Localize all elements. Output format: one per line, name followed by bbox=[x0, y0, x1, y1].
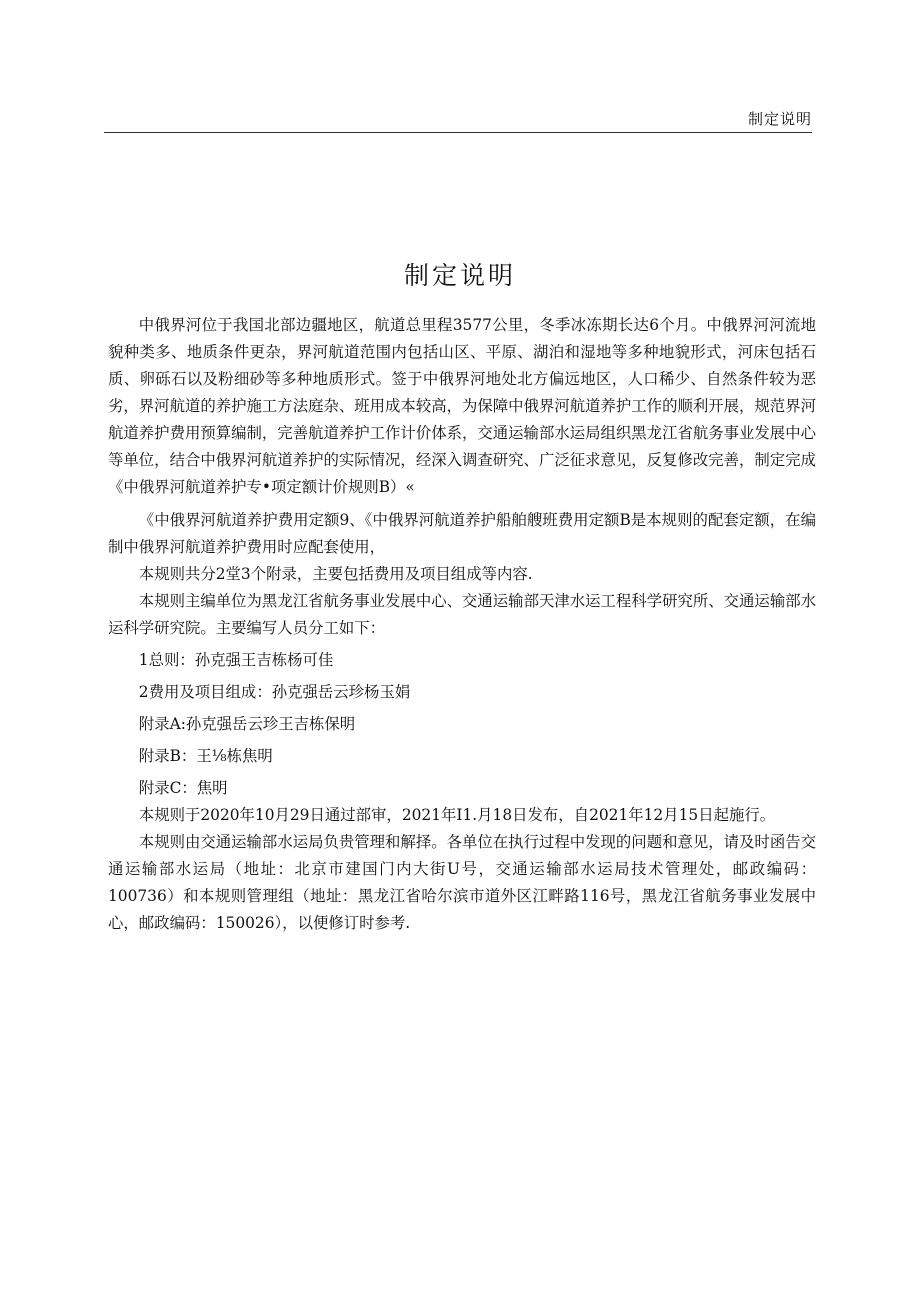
paragraph-appendix-c-authors: 附录C：焦明 bbox=[138, 779, 228, 797]
paragraph-appendix-a-authors: 附录A:孙克强岳云珍王吉栋保明 bbox=[138, 715, 356, 733]
running-header bbox=[104, 104, 812, 133]
paragraph-administration: 本规则由交通运输部水运局负贵管理和解择。各单位在执行过程中发现的问题和意见，请及时函告交通运输部水运局（地址：北京市建国门内大街U号，交通运输部水运局技术管理处，邮政编码：100736）和本规则管理组（地址：黑龙江省哈尔滨市道外区江畔路116号，黑龙江省航务事业发展中心，邮政编码：150026），以便修订时参考. bbox=[108, 833, 816, 932]
document-body bbox=[108, 312, 816, 937]
paragraph-chapter-2-authors: 2费用及项目组成：孙克强岳云珍杨玉娟 bbox=[138, 683, 411, 701]
paragraph-editors-intro: 本规则主编单位为黑龙江省航务事业发展中心、交通运输部天津水运工程科学研究所、交通运输部水运科学研究院。主要编写人员分工如下： bbox=[108, 592, 816, 637]
paragraph-appendix-b-authors: 附录B：王⅛栋焦明 bbox=[138, 747, 273, 765]
paragraph-chapter-1-authors: 1总则：孙克强王吉栋杨可佳 bbox=[138, 651, 334, 669]
paragraph-background: 中俄界河位于我国北部边疆地区，航道总里程3577公里，冬季冰冻期长达6个月。中俄界河河流地貌种类多、地质条件更杂，界河航道范围内包括山区、平原、湖泊和湿地等多种地貌形式，河床包括石质、卵砾石以及粉细砂等多种地质形式。签于中俄界河地处北方偏远地区，人口稀少、自然条件较为恶劣，界河航道的养护施工方法庭杂、班用成本较高，为保障中俄界河航道养护工作的顺利开展，规范界河航道养护费用预算编制，完善航道养护工作计价体系，交通运输部水运局组织黑龙江省航务事业发展中心等单位，结合中俄界河航道养护的实际情况，经深入调查研究、广泛征求意见，反复修改完善，制定完成《中俄界河航道养护专•项定额计价规则B）« bbox=[108, 316, 816, 496]
paragraph-companion-quotas: 《中俄界河航道养护费用定额9、《中俄界河航道养护船舶艘班费用定额B是本规则的配套定额，在编制中俄界河航道养护费用时应配套使用， bbox=[108, 511, 816, 556]
paragraph-effective-dates: 本规则于2020年10月29日通过部审，2021年I1.月18日发布，自2021年12月15日起施行。 bbox=[138, 806, 776, 824]
paragraph-structure: 本规则共分2堂3个附录，主要包括费用及项目组成等内容. bbox=[138, 565, 533, 583]
running-header-title: 制定说明 bbox=[747, 110, 812, 128]
document-title: 制定说明 bbox=[403, 261, 516, 290]
